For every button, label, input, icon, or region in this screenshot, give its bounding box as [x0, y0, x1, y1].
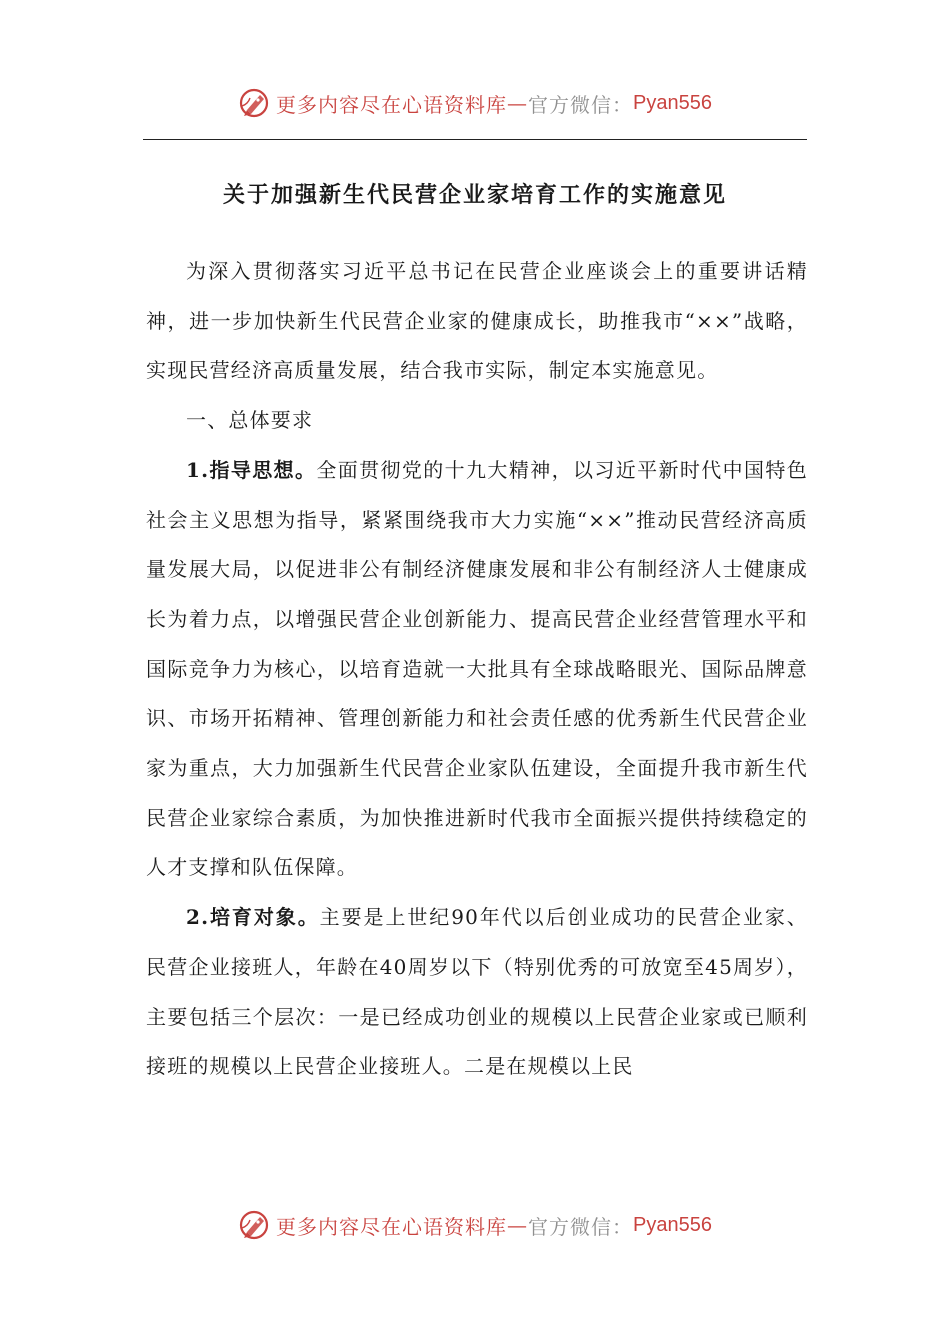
banner-dash: —: [507, 91, 529, 115]
banner-wechat-id: Pyan556: [633, 91, 712, 114]
item-2-paragraph: [146, 893, 808, 1092]
document-title: 关于加强新生代民营企业家培育工作的实施意见: [222, 182, 727, 208]
item-1-heading: 1.指导思想。: [186, 457, 317, 482]
pen-nib-logo-icon: [238, 1208, 272, 1242]
intro-paragraph: 为深入贯彻落实习近平总书记在民营企业座谈会上的重要讲话精神，进一步加快新生代民营企业家的健康成长，助推我市“××”战略，实现民营经济高质量发展，结合我市实际，制定本实施意见。: [146, 259, 808, 383]
item-2-heading: 2.培育对象。: [186, 905, 320, 930]
banner-site-text: 更多内容尽在心语资料库: [276, 92, 508, 117]
item-1-paragraph: [146, 446, 808, 893]
item-2-text: 主要是上世纪90年代以后创业成功的民营企业家、民营企业接班人，年龄在40周岁以下（特别优秀的可放宽至45周岁），主要包括三个层次：一是已经成功创业的规模以上民营企业家或已顺利接班的规模以上民营企业接班人。二是在规模以上民: [146, 905, 808, 1079]
header-banner: [0, 86, 950, 120]
banner-site-text: 更多内容尽在心语资料库: [276, 1214, 508, 1239]
banner-official-label: 官方微信：: [528, 1214, 634, 1239]
banner-dash: —: [507, 1213, 529, 1237]
banner-wechat-id: Pyan556: [633, 1213, 712, 1236]
item-1-text: 全面贯彻党的十九大精神，以习近平新时代中国特色社会主义思想为指导，紧紧围绕我市大力实施“××”推动民营经济高质量发展大局，以促进非公有制经济健康发展和非公有制经济人士健康成长为着力点，以增强民营企业创新能力、提高民营企业经营管理水平和国际竞争力为核心，以培育造就一大批具有全球战略眼光、国际品牌意识、市场开拓精神、管理创新能力和社会责任感的优秀新生代民营企业家为重点，大力加强新生代民营企业家队伍建设，全面提升我市新生代民营企业家综合素质，为加快推进新时代我市全面振兴提供持续稳定的人才支撑和队伍保障。: [146, 457, 808, 880]
document-body: [146, 247, 808, 1092]
banner-official-label: 官方微信：: [528, 92, 634, 117]
header-divider: [143, 139, 807, 140]
pen-nib-logo-icon: [238, 86, 272, 120]
footer-banner: [0, 1208, 950, 1242]
section-heading: 一、总体要求: [186, 408, 314, 433]
